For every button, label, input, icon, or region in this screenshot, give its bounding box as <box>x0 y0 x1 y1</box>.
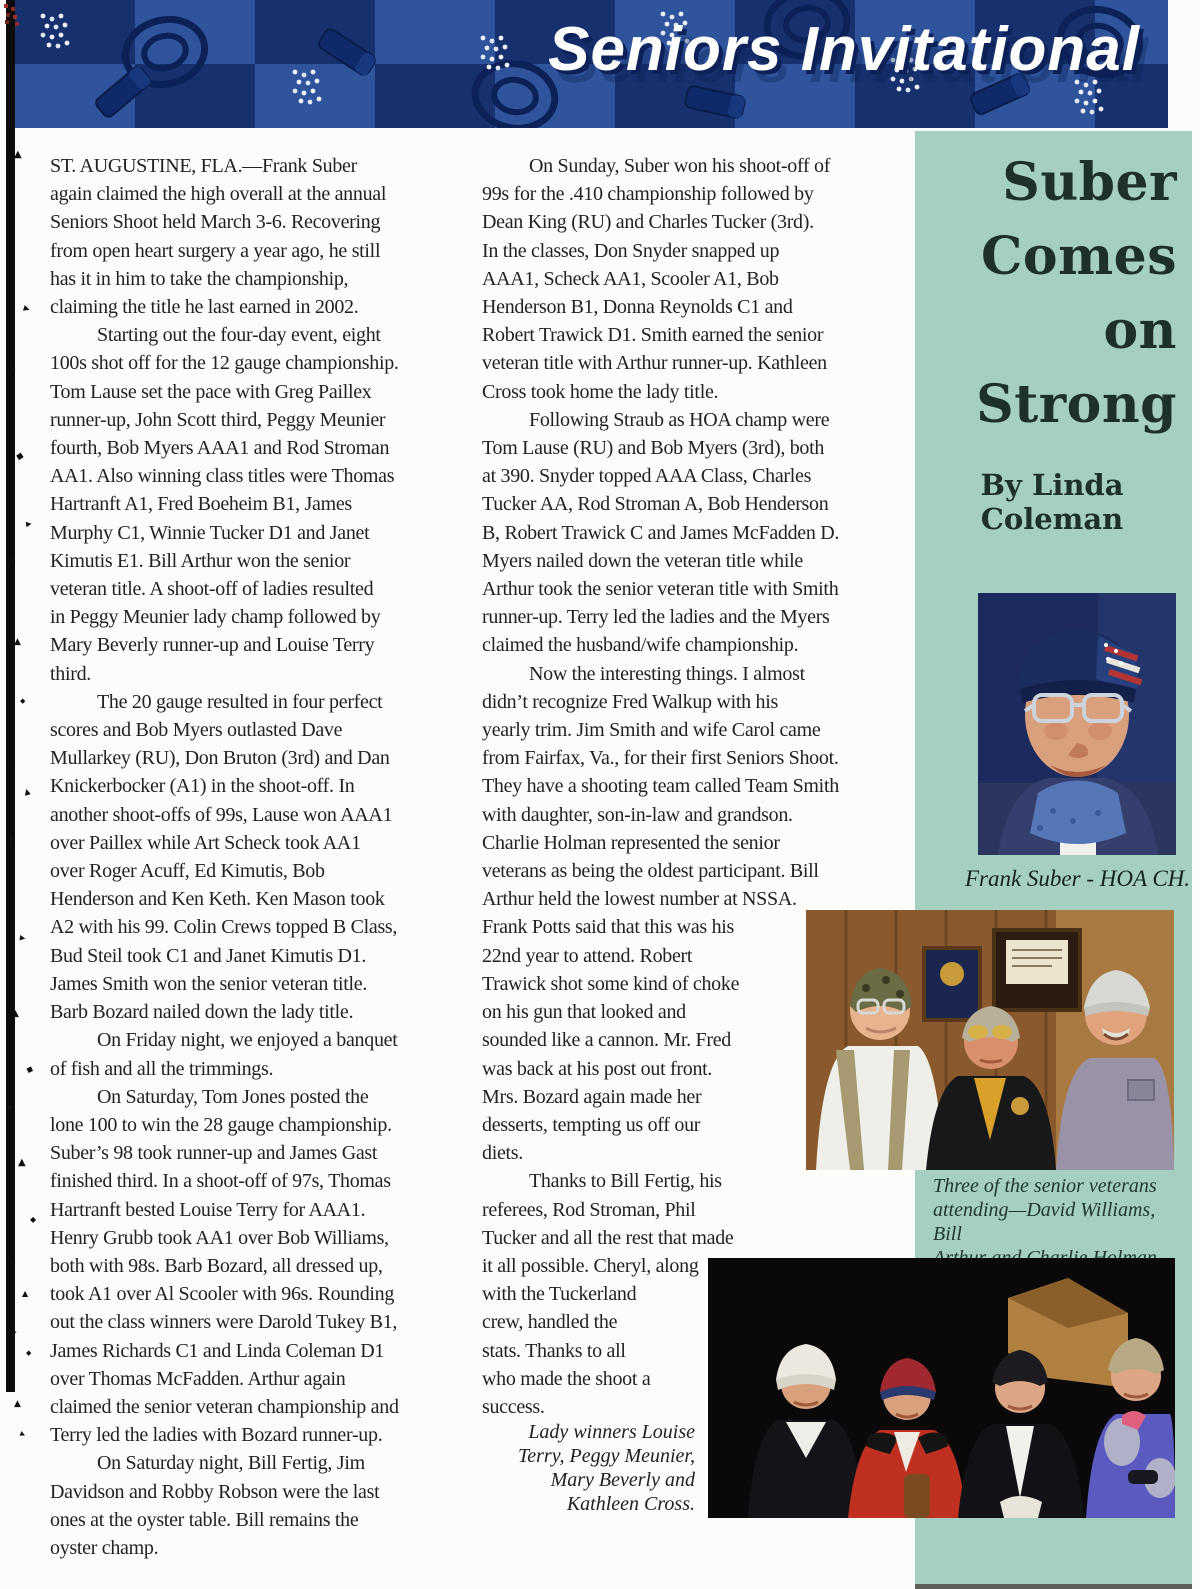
scan-speck: ◆ <box>10 365 16 373</box>
binding-strip <box>6 0 19 1392</box>
scan-speck: ▲ <box>22 1289 29 1298</box>
scan-speck: ◆ <box>15 450 25 463</box>
scan-speck: ◆ <box>9 835 15 843</box>
scan-speck: ▸ <box>7 758 19 771</box>
scan-speck: ▲ <box>22 786 32 797</box>
article-column-left: ST. AUGUSTINE, FLA.—Frank Suber again claimed the high overall at the annual Seniors Shoot held March 3-6. Recovering from open heart surgery a year ago, he still has it in him to take the championship, claiming the title he last earned in 2002. Starting out the four-day event, eight 100s shot off for the 12 gauge championship. Tom Lause set the pace with Greg Paillex runner-up, John Scott third, Peggy Meunier fourth, Bob Myers AAA1 and Rod Stroman AA1. Also winning class titles were Thomas Hartranft A1, Fred Boeheim B1, James Murphy C1, Winnie Tucker D1 and Janet Kimutis E1. Bill Arthur won the senior veteran title. A shoot-off of ladies resulted in Peggy Meunier lady champ followed by Mary Beverly runner-up and Louise Terry third. The 20 gauge resulted in four perfect scores and Bob Myers outlasted Dave Mullarkey (RU), Don Bruton (3rd) and Dan Knickerbocker (A1) in the shoot-off. In another shoot-offs of 99s, Lause won AAA1 over Paillex while Art Scheck took AA1 over Roger Acuff, Ed Kimutis, Bob Henderson and Ken Keth. Ken Mason took A2 with his 99. Colin Crews topped B Class, Bud Steil took C1 and Janet Kimutis D1. James Smith won the senior veteran title. Barb Bozard nailed down the lady title. On Friday night, we enjoyed a banquet of fish and all the trimmings. On Saturday, Tom Jones posted the lone 100 to win the 28 gauge championship. Suber’s 98 took runner-up and James Gast finished third. In a shoot-off of 97s, Thomas Hartranft bested Louise Terry for AAA1. Henry Grubb took AA1 over Bob Williams, both with 98s. Barb Bozard, all dressed up, took A1 over Al Scooler with 96s. Rounding out the class winners were Darold Tukey B1, James Richards C1 and Linda Coleman D1 over Thomas McFadden. Arthur again claimed the senior veteran championship and Terry led the ladies with Bozard runner-up. On Saturday night, Bill Fertig, Jim Davidson and Robby Robson were the last ones at the oyster table. Bill remains the oyster champ. <box>50 155 399 1559</box>
scan-speck: ▸ <box>8 1254 18 1269</box>
scan-speck: ▸ <box>6 1101 16 1113</box>
page-bottom-edge <box>915 1584 1192 1589</box>
scan-speck: ▸ <box>10 1326 19 1339</box>
scan-speck: ▲ <box>14 149 22 160</box>
scan-speck: ▲ <box>7 554 18 566</box>
scan-speck: ▲ <box>14 637 21 647</box>
scan-speck: ◆ <box>20 697 26 705</box>
article-column-middle: On Sunday, Suber won his shoot-off of 99s for the .410 championship followed by Dean King (RU) and Charles Tucker (3rd). In the classes, Don Snyder snapped up AAA1, Scheck AA1, Scooler A1, Bob Henderson B1, Donna Reynolds C1 and Robert Trawick D1. Smith earned the senior veteran title with Arthur runner-up. Kathleen Cross took home the lady title. Following Straub as HOA champ were Tom Lause (RU) and Bob Myers (3rd), both at 390. Snyder topped AAA Class, Charles Tucker AA, Rod Stroman A, Bob Henderson B, Robert Trawick C and James McFadden D. Myers nailed down the veteran title while Arthur took the senior veteran title with Smith runner-up. Terry led the ladies and the Myers claimed the husband/wife championship. Now the interesting things. I almost didn’t recognize Fred Walkup with his yearly trim. Jim Smith and wife Carol came from Fairfax, Va., for their first Seniors Shoot. They have a shooting team called Team Smith with daughter, son-in-law and grandson. Charlie Holman represented the senior veterans as being the oldest participant. Bill Arthur held the lowest number at NSSA. Frank Potts said that this was his 22nd year to attend. Robert Trawick shot some kind of choke on his gun that looked and sounded like a cannon. Mr. Fred was back at his post out front. Mrs. Bozard again made her desserts, tempting us off our diets. Thanks to Bill Fertig, his referees, Rod Stroman, Phil Tucker and all the rest that made it all possible. Cheryl, along with the Tuckerland crew, handled the stats. Thanks to all who made the shoot a success. <box>482 155 840 1418</box>
scan-speck: ▸ <box>18 1428 28 1441</box>
photo-frank-suber <box>978 593 1176 855</box>
caption-senior-veterans: Three of the senior veterans attending—David Williams, Bill <box>933 1175 1157 1245</box>
scan-speck: ▲ <box>14 1399 21 1409</box>
sidebar-headline: Suber Comes on Strong <box>976 152 1177 435</box>
scan-speck: ▸ <box>18 930 27 945</box>
photo-lady-winners <box>708 1258 1175 1518</box>
scan-speck: ◆ <box>26 1349 32 1357</box>
corner-scan-mark <box>4 4 8 8</box>
caption-lady-winners: Lady winners Louise Terry, Peggy Meunier, Mary Beverly and Kathleen Cross. <box>517 1421 695 1515</box>
caption-frank-suber: Frank Suber - HOA CH. <box>964 866 1191 891</box>
scan-speck: ▸ <box>21 300 33 316</box>
scan-speck: ◆ <box>30 1215 37 1224</box>
byline: By Linda Coleman <box>980 468 1124 536</box>
scan-speck: ▲ <box>18 1157 26 1168</box>
photo-senior-veterans <box>806 910 1174 1170</box>
scan-speck: ▲ <box>12 1009 19 1019</box>
banner-title: Seniors Invitational <box>548 15 1140 84</box>
scan-speck: ▸ <box>25 516 33 531</box>
banner <box>15 0 1168 128</box>
scan-speck: ◆ <box>24 1064 35 1076</box>
